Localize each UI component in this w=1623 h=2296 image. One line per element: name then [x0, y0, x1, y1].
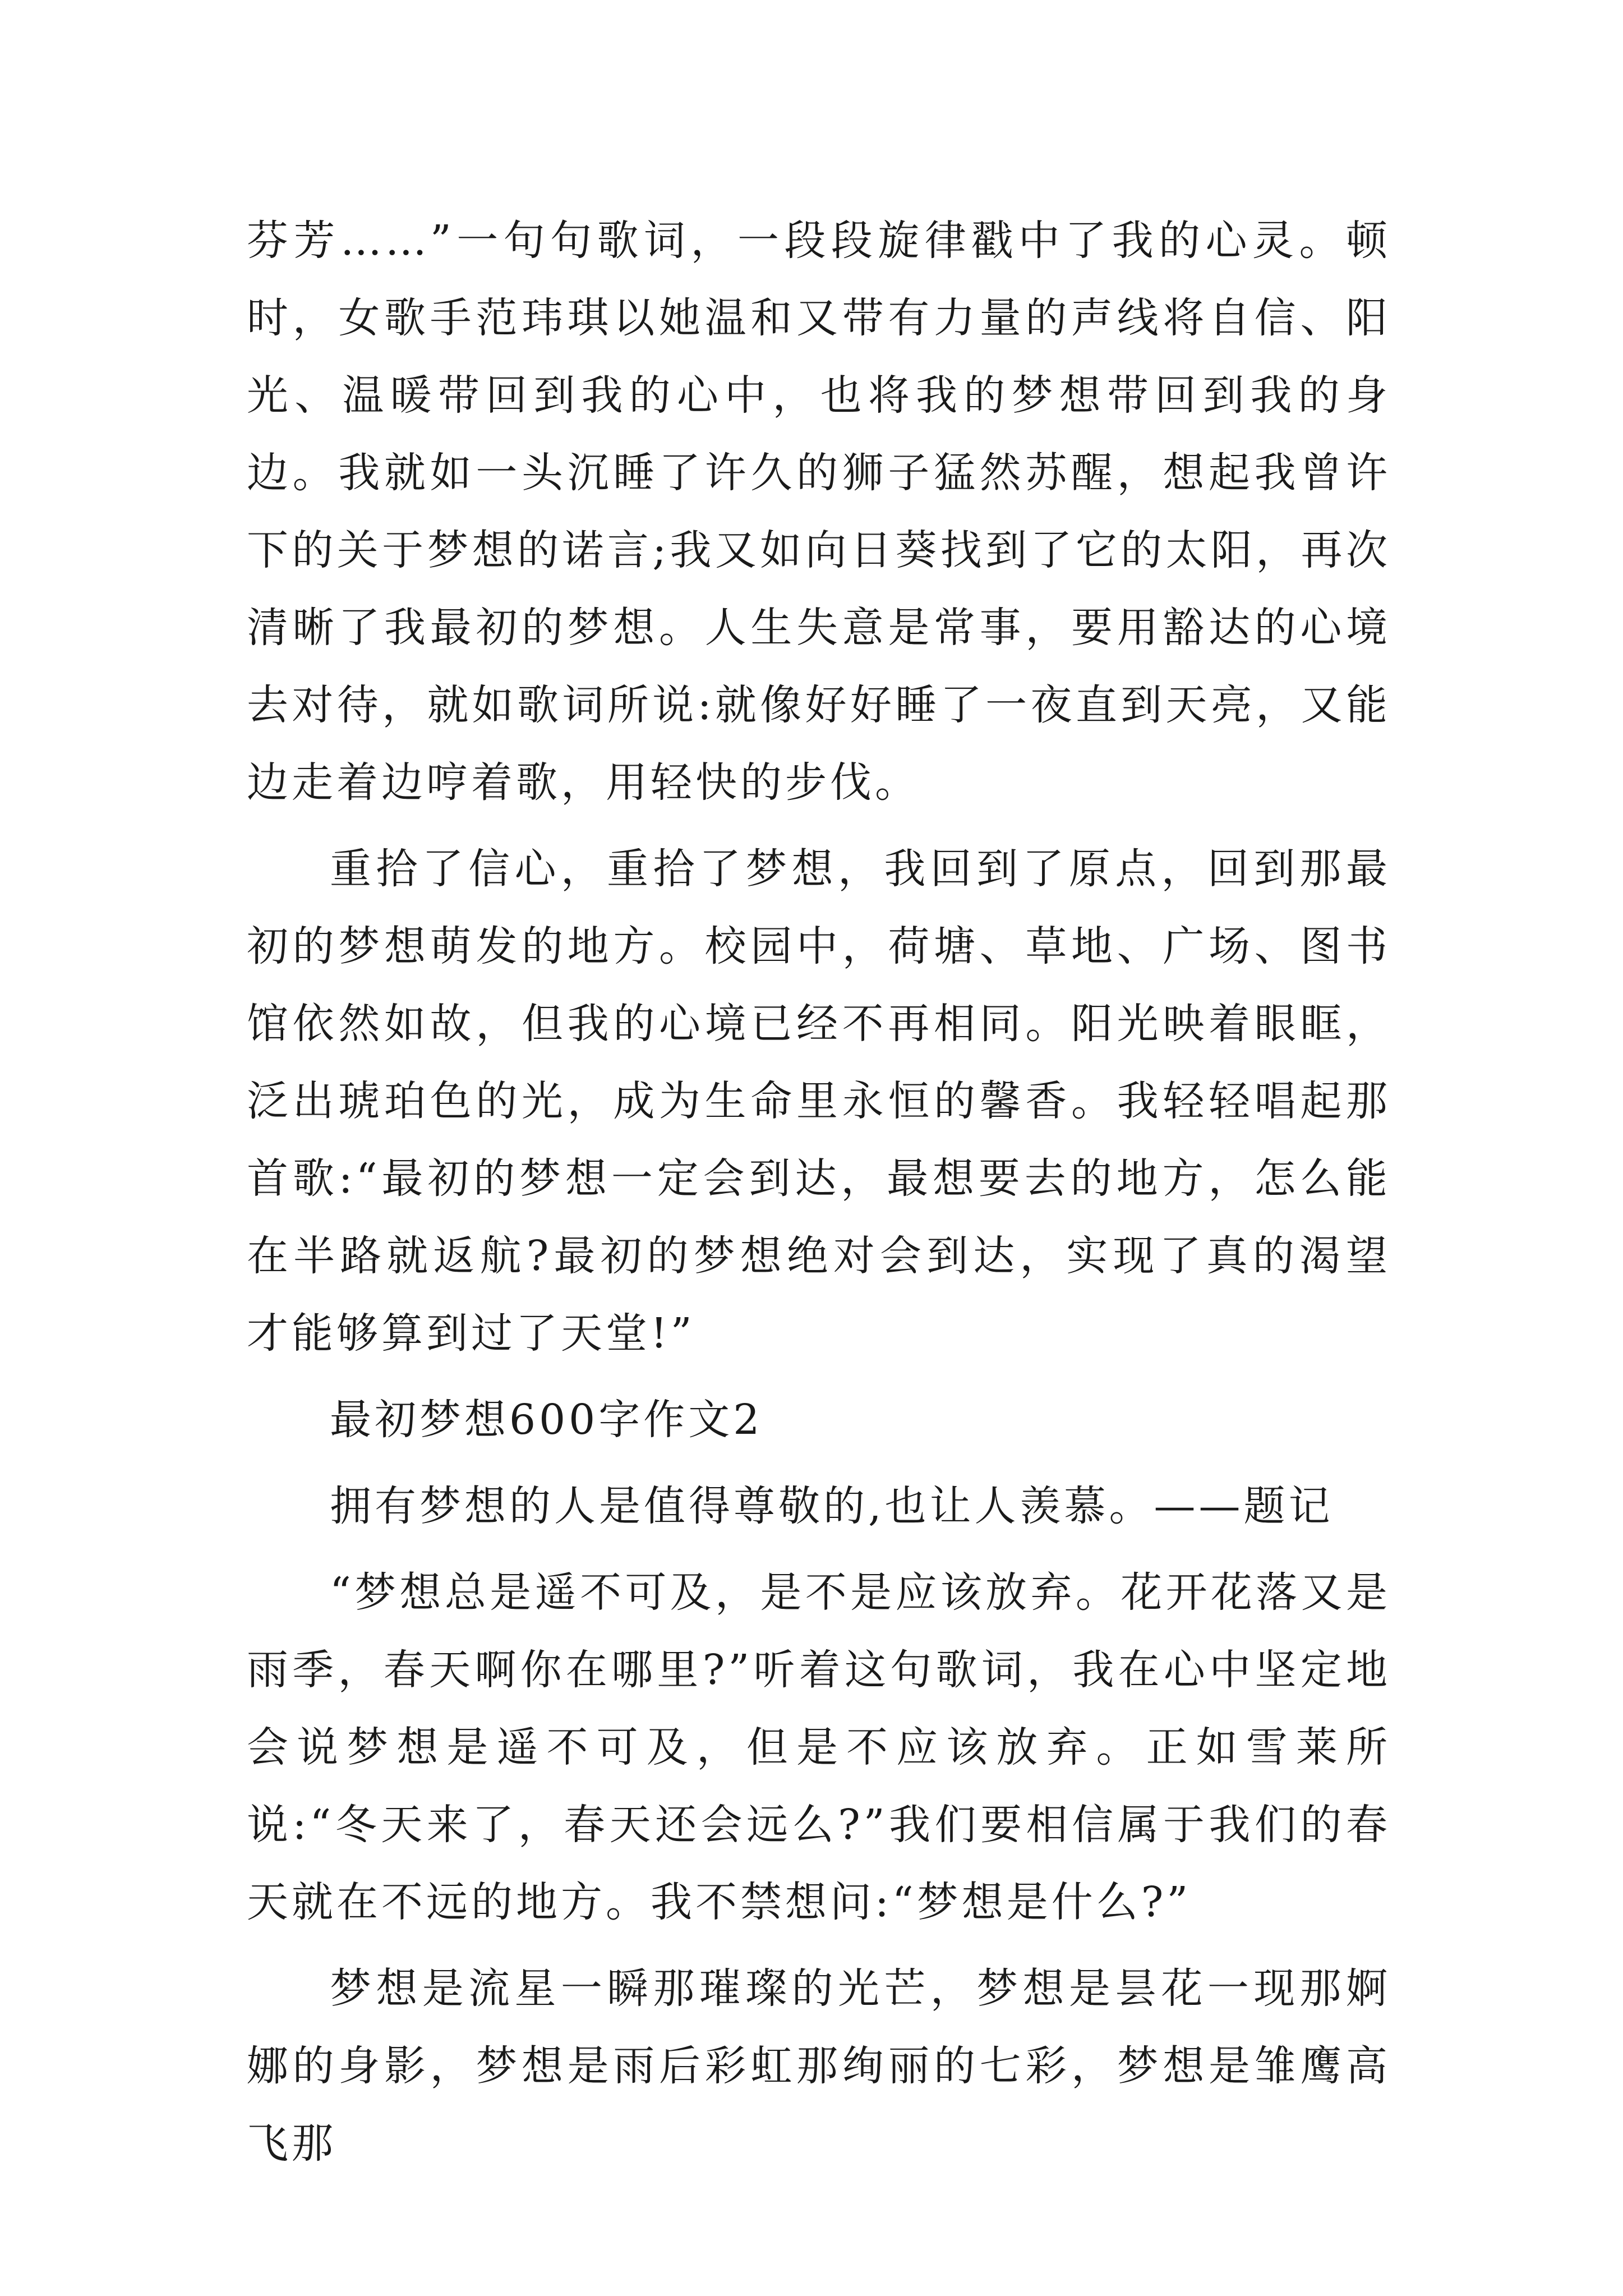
- paragraph-return-to-origin: 重拾了信心，重拾了梦想，我回到了原点，回到那最初的梦想萌发的地方。校园中，荷塘、草地、广场、图书馆依然如故，但我的心境已经不再相同。阳光映着眼眶，泛出琥珀色的光，成为生命里永恒的馨香。我轻轻唱起那首歌:“最初的梦想一定会到达，最想要去的地方，怎么能在半路就返航?最初的梦想绝对会到达，实现了真的渴望才能够算到过了天堂!”: [247, 845, 1391, 1358]
- document-body: [247, 202, 1391, 2191]
- essay-heading: 最初梦想600字作文2: [330, 1396, 763, 1444]
- paragraph-dream-metaphors: 梦想是流星一瞬那璀璨的光芒，梦想是昙花一现那婀娜的身影，梦想是雨后彩虹那绚丽的七彩，梦想是雏鹰高飞那: [247, 1964, 1391, 2168]
- paragraph-continuation: 芬芳……”一句句歌词，一段段旋律戳中了我的心灵。顿时，女歌手范玮琪以她温和又带有力量的声线将自信、阳光、温暖带回到我的心中，也将我的梦想带回到我的身边。我就如一头沉睡了许久的狮子猛然苏醒，想起我曾许下的关于梦想的诺言;我又如向日葵找到了它的太阳，再次清晰了我最初的梦想。人生失意是常事，要用豁达的心境去对待，就如歌词所说:就像好好睡了一夜直到天亮，又能边走着边哼着歌，用轻快的步伐。: [247, 217, 1391, 807]
- paragraph-lyrics-quote: “梦想总是遥不可及，是不是应该放弃。花开花落又是雨季，春天啊你在哪里?”听着这句歌词，我在心中坚定地会说梦想是遥不可及，但是不应该放弃。正如雪莱所说:“冬天来了，春天还会远么?”我们要相信属于我们的春天就在不远的地方。我不禁想问:“梦想是什么?”: [247, 1568, 1391, 1926]
- epigraph: 拥有梦想的人是值得尊敬的,也让人羡慕。——题记: [330, 1482, 1334, 1530]
